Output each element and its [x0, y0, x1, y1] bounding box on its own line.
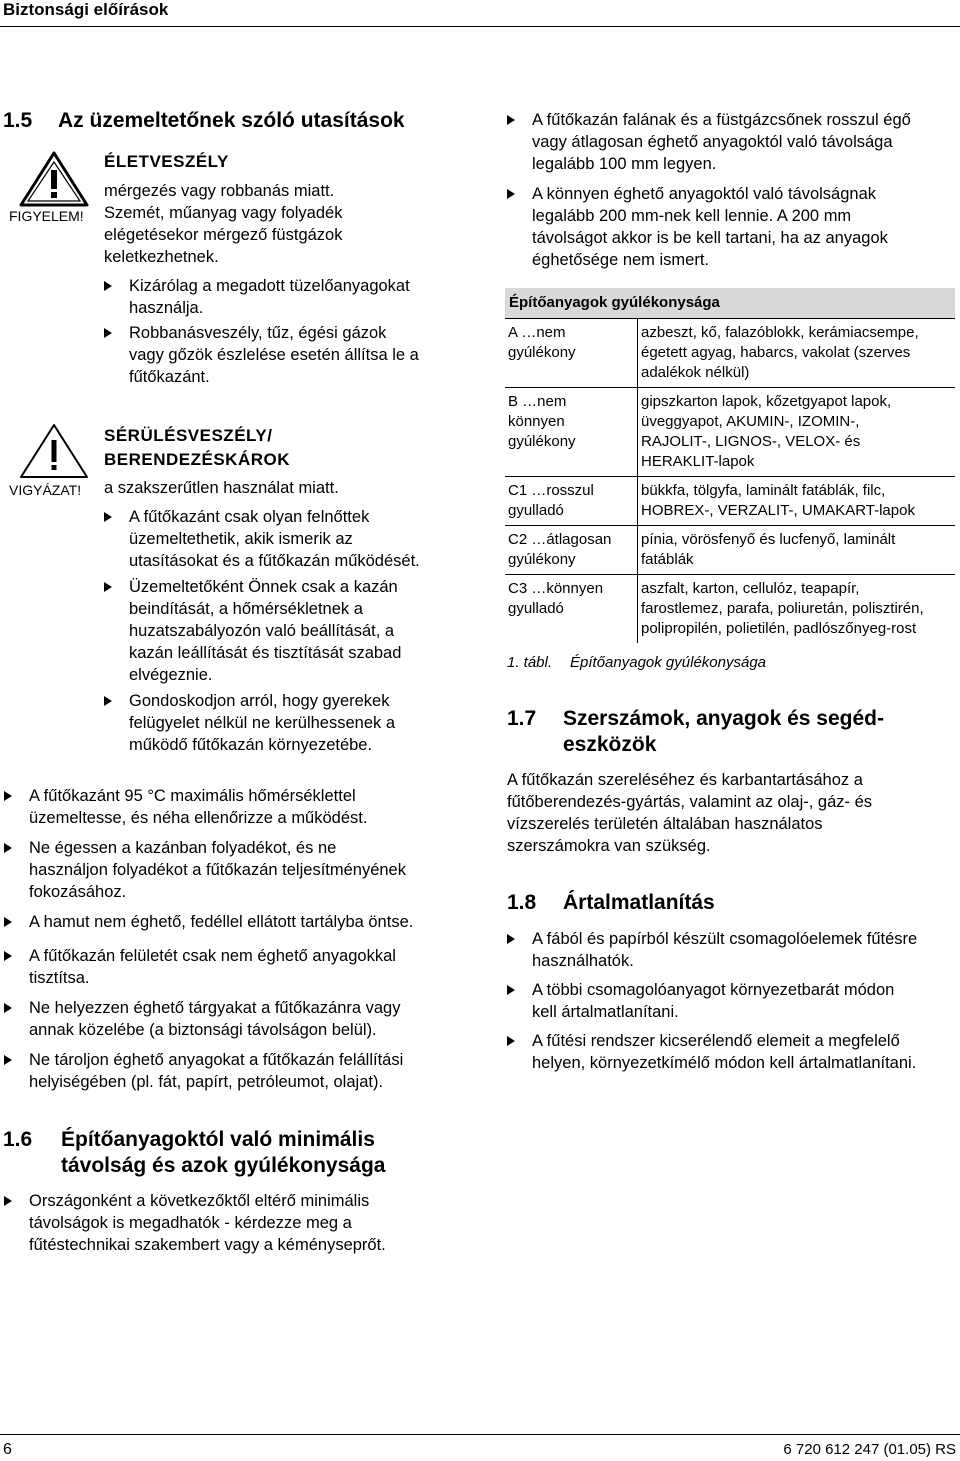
arrow-bullet-icon: [507, 1036, 515, 1046]
footer-rule: [0, 1434, 960, 1435]
text-line: Ne égessen a kazánban folyadékot, és ne: [29, 839, 337, 857]
text-line: felügyelet nélkül ne kerülhessenek a: [129, 714, 396, 732]
text-line: adalékok nélkül): [641, 364, 750, 381]
section-1-7-paragraph: [507, 769, 959, 857]
table-cell-class: [505, 575, 638, 644]
document-code: 6 720 612 247 (01.05) RS: [783, 1441, 956, 1458]
arrow-bullet-icon: [104, 281, 112, 291]
text-line: gipszkarton lapok, kőzetgyapot lapok,: [641, 393, 892, 410]
list-item: [507, 928, 959, 972]
text-line: fűtőkazánt.: [129, 368, 210, 386]
text-line: pínia, vörösfenyő és lucfenyő, laminált: [641, 531, 896, 548]
text-line: annak közelébe (a biztonsági távolságon belül).: [29, 1021, 377, 1039]
arrow-bullet-icon: [4, 1055, 12, 1065]
section-title: [61, 1127, 385, 1179]
text-line: BERENDEZÉSKÁROK: [104, 450, 291, 469]
danger-text: [104, 180, 474, 268]
section-1-8-bullet-list: [507, 928, 959, 1074]
text-line: huzatszabályozón való beállítását, a: [129, 622, 395, 640]
text-line: A fűtőkazán felületét csak nem éghető anyagokkal: [29, 947, 396, 965]
text-line: távolságok is megadhatók - kérdezze meg a: [29, 1214, 352, 1232]
text-line: fokozásához.: [29, 883, 127, 901]
text-line: Szerszámok, anyagok és segéd-: [563, 707, 884, 730]
text-line: üzemeltesse, és néha ellenőrizze a működést.: [29, 809, 368, 827]
arrow-bullet-icon: [104, 512, 112, 522]
text-line: Gondoskodjon arról, hogy gyerekek: [129, 692, 390, 710]
arrow-bullet-icon: [4, 951, 12, 961]
text-line: Ne helyezzen éghető tárgyakat a fűtőkazánra vagy: [29, 999, 401, 1017]
list-item: [4, 997, 474, 1041]
arrow-bullet-icon: [4, 791, 12, 801]
section-1-7-heading: [507, 706, 957, 758]
text-line: Kizárólag a megadott tüzelőanyagokat: [129, 277, 410, 295]
caution-title: [104, 424, 290, 472]
text-line: Üzemeltetőként Önnek csak a kazán: [129, 578, 398, 596]
operator-bullet-list: [4, 785, 474, 1093]
page-header-title: Biztonsági előírások: [3, 0, 169, 19]
text-line: fatáblák: [641, 551, 694, 568]
materials-table-wrapper: [505, 288, 955, 643]
text-line: C3 …könnyen: [508, 580, 604, 597]
caution-bullet-list: [104, 506, 484, 756]
text-line: Szemét, műanyag vagy folyadék: [104, 204, 343, 222]
list-item: [4, 911, 474, 933]
text-line: keletkezhetnek.: [104, 248, 219, 266]
text-line: éghetősége nem ismert.: [532, 251, 710, 269]
section-1-6-bullet-list: [4, 1190, 474, 1256]
table-header: Építőanyagok gyúlékonysága: [505, 288, 955, 319]
text-line: utasításokat és a fűtőkazán működését.: [129, 552, 420, 570]
table-cell-materials: [638, 526, 956, 575]
section-1-5-heading: [3, 108, 473, 134]
text-line: farostlemez, parafa, poliuretán, polisztirén,: [641, 600, 924, 617]
text-line: kazán leállítását és tisztítását szabad: [129, 644, 402, 662]
list-item: [507, 979, 959, 1023]
text-line: bükkfa, tölgyfa, laminált fatáblák, filc,: [641, 482, 886, 499]
text-line: használhatók.: [532, 952, 634, 970]
table-cell-materials: [638, 477, 956, 526]
danger-bullet-list: [104, 275, 484, 388]
list-item: [507, 1030, 959, 1074]
text-line: C1 …rosszul: [508, 482, 594, 499]
text-line: tisztítsa.: [29, 969, 90, 987]
caution-icon-label: VIGYÁZAT!: [9, 482, 82, 498]
arrow-bullet-icon: [507, 115, 515, 125]
section-1-8-heading: [507, 890, 957, 916]
text-line: elvégeznie.: [129, 666, 213, 684]
text-line: vagy gőzök észlelése esetén állítsa le a: [129, 346, 419, 364]
section-1-6-heading: [3, 1127, 473, 1179]
text-line: gyúlékony: [508, 551, 576, 568]
section-number: 1.5: [3, 109, 33, 132]
text-line: A fából és papírból készült csomagolóelemek fűtésre: [532, 930, 918, 948]
text-line: fűtéstechnikai szakembert vagy a kéményseprőt.: [29, 1236, 386, 1254]
table-cell-class: [505, 388, 638, 477]
danger-title: ÉLETVESZÉLY: [104, 152, 229, 171]
text-line: üzemeltethetik, akik ismerik az: [129, 530, 353, 548]
list-item: [507, 109, 959, 175]
text-line: gyúlékony: [508, 344, 576, 361]
arrow-bullet-icon: [507, 985, 515, 995]
table-cell-class: [505, 526, 638, 575]
text-line: RAJOLIT-, LIGNOS-, VELOX- és: [641, 433, 861, 450]
text-line: működő fűtőkazán környezetébe.: [129, 736, 373, 754]
text-line: vagy átlagosan éghető anyagoktól való távolsága: [532, 133, 893, 151]
list-item: [4, 785, 474, 829]
text-line: aszfalt, karton, cellulóz, teapapír,: [641, 580, 860, 597]
text-line: fűtőberendezés-gyártás, valamint az olaj-, gáz- és: [507, 793, 873, 811]
text-line: A …nem: [508, 324, 566, 341]
section-number: 1.8: [507, 891, 537, 914]
text-line: B …nem: [508, 393, 567, 410]
table-cell-class: [505, 477, 638, 526]
text-line: helyen, környezetkímélő módon kell ártalmatlanítani.: [532, 1054, 917, 1072]
table-row: [505, 477, 955, 526]
caption-text: Építőanyagok gyúlékonysága: [570, 654, 767, 671]
text-line: gyulladó: [508, 502, 564, 519]
text-line: HOBREX-, VERZALIT-, UMAKART-lapok: [641, 502, 915, 519]
text-line: használjon folyadékot a fűtőkazán teljesítményének: [29, 861, 406, 879]
text-line: legalább 200 mm-nek kell lennie. A 200 mm: [532, 207, 852, 225]
text-line: szerszámokra van szükség.: [507, 837, 711, 855]
list-item: [104, 275, 484, 319]
arrow-bullet-icon: [4, 1196, 12, 1206]
arrow-bullet-icon: [507, 189, 515, 199]
text-line: A fűtőkazánt 95 °C maximális hőmérséklettel: [29, 787, 356, 805]
list-item: [4, 1049, 474, 1093]
arrow-bullet-icon: [104, 328, 112, 338]
table-row: [505, 388, 955, 477]
text-line: Ne tároljon éghető anyagokat a fűtőkazán felállítási: [29, 1051, 404, 1069]
list-item: [104, 322, 484, 388]
text-line: A könnyen éghető anyagoktól való távolságnak: [532, 185, 877, 203]
text-line: Építőanyagoktól való minimális: [61, 1128, 375, 1151]
table-cell-class: [505, 319, 638, 388]
text-line: A fűtőkazán falának és a füstgázcsőnek rosszul égő: [532, 111, 911, 129]
distance-bullet-list: [507, 109, 959, 271]
text-line: A hamut nem éghető, fedéllel ellátott tartályba öntse.: [29, 913, 414, 931]
arrow-bullet-icon: [507, 934, 515, 944]
text-line: beindítását, a hőmérsékletnek a: [129, 600, 363, 618]
arrow-bullet-icon: [4, 917, 12, 927]
text-line: könnyen: [508, 413, 565, 430]
text-line: távolság és azok gyúlékonysága: [61, 1154, 386, 1177]
arrow-bullet-icon: [104, 696, 112, 706]
section-number: 1.6: [3, 1128, 33, 1151]
caption-number: 1. tábl.: [507, 654, 553, 671]
page-number: 6: [3, 1441, 12, 1458]
table-caption: [507, 654, 766, 671]
text-line: üveggyapot, AKUMIN-, IZOMIN-,: [641, 413, 860, 430]
warning-triangle-icon: [18, 150, 90, 208]
text-line: gyulladó: [508, 600, 564, 617]
text-line: azbeszt, kő, falazóblokk, kerámiacsempe,: [641, 324, 919, 341]
text-line: eszközök: [563, 733, 657, 756]
list-item: [104, 690, 484, 756]
header-rule: [0, 26, 960, 27]
caution-triangle-icon: [18, 422, 90, 480]
text-line: SÉRÜLÉSVESZÉLY/: [104, 426, 273, 445]
danger-icon-label: FIGYELEM!: [9, 208, 84, 224]
text-line: C2 …átlagosan: [508, 531, 612, 548]
section-number: 1.7: [507, 707, 537, 730]
table-cell-materials: [638, 575, 956, 644]
text-line: A többi csomagolóanyagot környezetbarát módon: [532, 981, 895, 999]
list-item: [104, 576, 484, 686]
text-line: A fűtőkazán szereléséhez és karbantartásához a: [507, 771, 863, 789]
table-header-row: [505, 288, 955, 319]
table-row: [505, 575, 955, 644]
table-row: [505, 526, 955, 575]
text-line: vízszerelés területén általában használatos: [507, 815, 823, 833]
section-title: Ártalmatlanítás: [563, 891, 715, 914]
text-line: polipropilén, polietilén, padlószőnyeg-rost: [641, 620, 917, 637]
text-line: HERAKLIT-lapok: [641, 453, 755, 470]
section-title: Az üzemeltetőnek szóló utasítások: [58, 109, 405, 132]
table-row: [505, 319, 955, 388]
text-line: mérgezés vagy robbanás miatt.: [104, 182, 335, 200]
arrow-bullet-icon: [4, 1003, 12, 1013]
list-item: [4, 1190, 474, 1256]
text-line: A fűtési rendszer kicserélendő elemeit a megfelelő: [532, 1032, 900, 1050]
caution-subtitle: a szakszerűtlen használat miatt.: [104, 479, 339, 497]
warning-block-caution: [10, 422, 100, 482]
table-cell-materials: [638, 388, 956, 477]
list-item: [4, 945, 474, 989]
text-line: kell ártalmatlanítani.: [532, 1003, 679, 1021]
text-line: Országonként a következőktől eltérő minimális: [29, 1192, 370, 1210]
text-line: gyúlékony: [508, 433, 576, 450]
text-line: A fűtőkazánt csak olyan felnőttek: [129, 508, 370, 526]
text-line: használja.: [129, 299, 204, 317]
section-title: [563, 706, 884, 758]
text-line: legalább 100 mm legyen.: [532, 155, 717, 173]
text-line: távolságot akkor is be kell tartani, ha az anyagok: [532, 229, 888, 247]
list-item: [4, 837, 474, 903]
text-line: helyiségében (pl. fát, papírt, petróleumot, olajat).: [29, 1073, 384, 1091]
text-line: Robbanásveszély, tűz, égési gázok: [129, 324, 387, 342]
arrow-bullet-icon: [104, 582, 112, 592]
text-line: égetett agyag, habarcs, vakolat (szerves: [641, 344, 911, 361]
text-line: elégetésekor mérgező füstgázok: [104, 226, 343, 244]
materials-table: [505, 288, 955, 643]
arrow-bullet-icon: [4, 843, 12, 853]
table-cell-materials: [638, 319, 956, 388]
list-item: [104, 506, 484, 572]
list-item: [507, 183, 959, 271]
